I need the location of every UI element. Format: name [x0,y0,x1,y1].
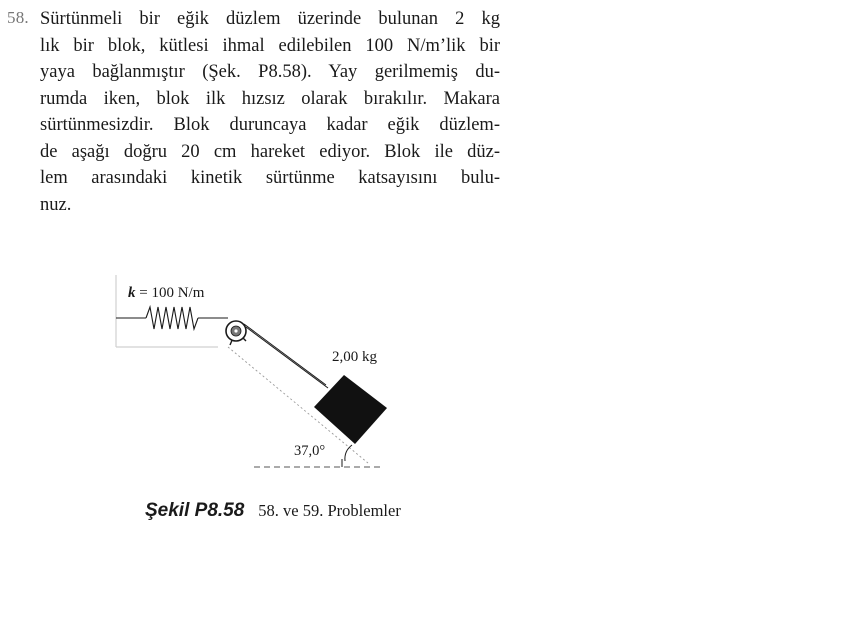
spring [116,307,228,329]
figure-p8-58 [100,265,420,480]
pulley [226,321,246,345]
problem-line: lık bir blok, kütlesi ihmal edilebilen 100 N/m’lik bir [40,35,500,56]
angle-label: 37,0° [294,443,326,459]
problem-line: lem arasındaki kinetik sürtünme katsayısını bulu- [40,168,500,188]
problem-line: rumda iken, blok ilk hızsız olarak bırakılır. Makara [40,88,500,109]
problem-text [40,6,500,218]
problem-line: Sürtünmeli bir eğik düzlem üzerinde bulunan 2 kg [40,9,500,29]
angle-arc [345,445,352,461]
problem-line: yaya bağlanmıştır (Şek. P8.58). Yay gerilmemiş du- [40,62,500,82]
caption-text: 58. ve 59. Problemler [258,501,401,520]
figure-caption [145,500,401,522]
problem-line: de aşağı doğru 20 cm hareket ediyor. Blok ile düz- [40,141,500,162]
problem-line: nuz. [40,194,72,215]
problem-line: sürtünmesizdir. Blok duruncaya kadar eğik düzlem- [40,115,500,135]
caption-label: Şekil P8.58 [145,500,245,521]
rope [244,324,328,388]
mass-label: 2,00 kg [332,349,377,365]
incline-diagram [100,265,420,480]
spring-constant-label: k = 100 N/m [128,285,205,301]
problem-number: 58. [7,8,29,27]
